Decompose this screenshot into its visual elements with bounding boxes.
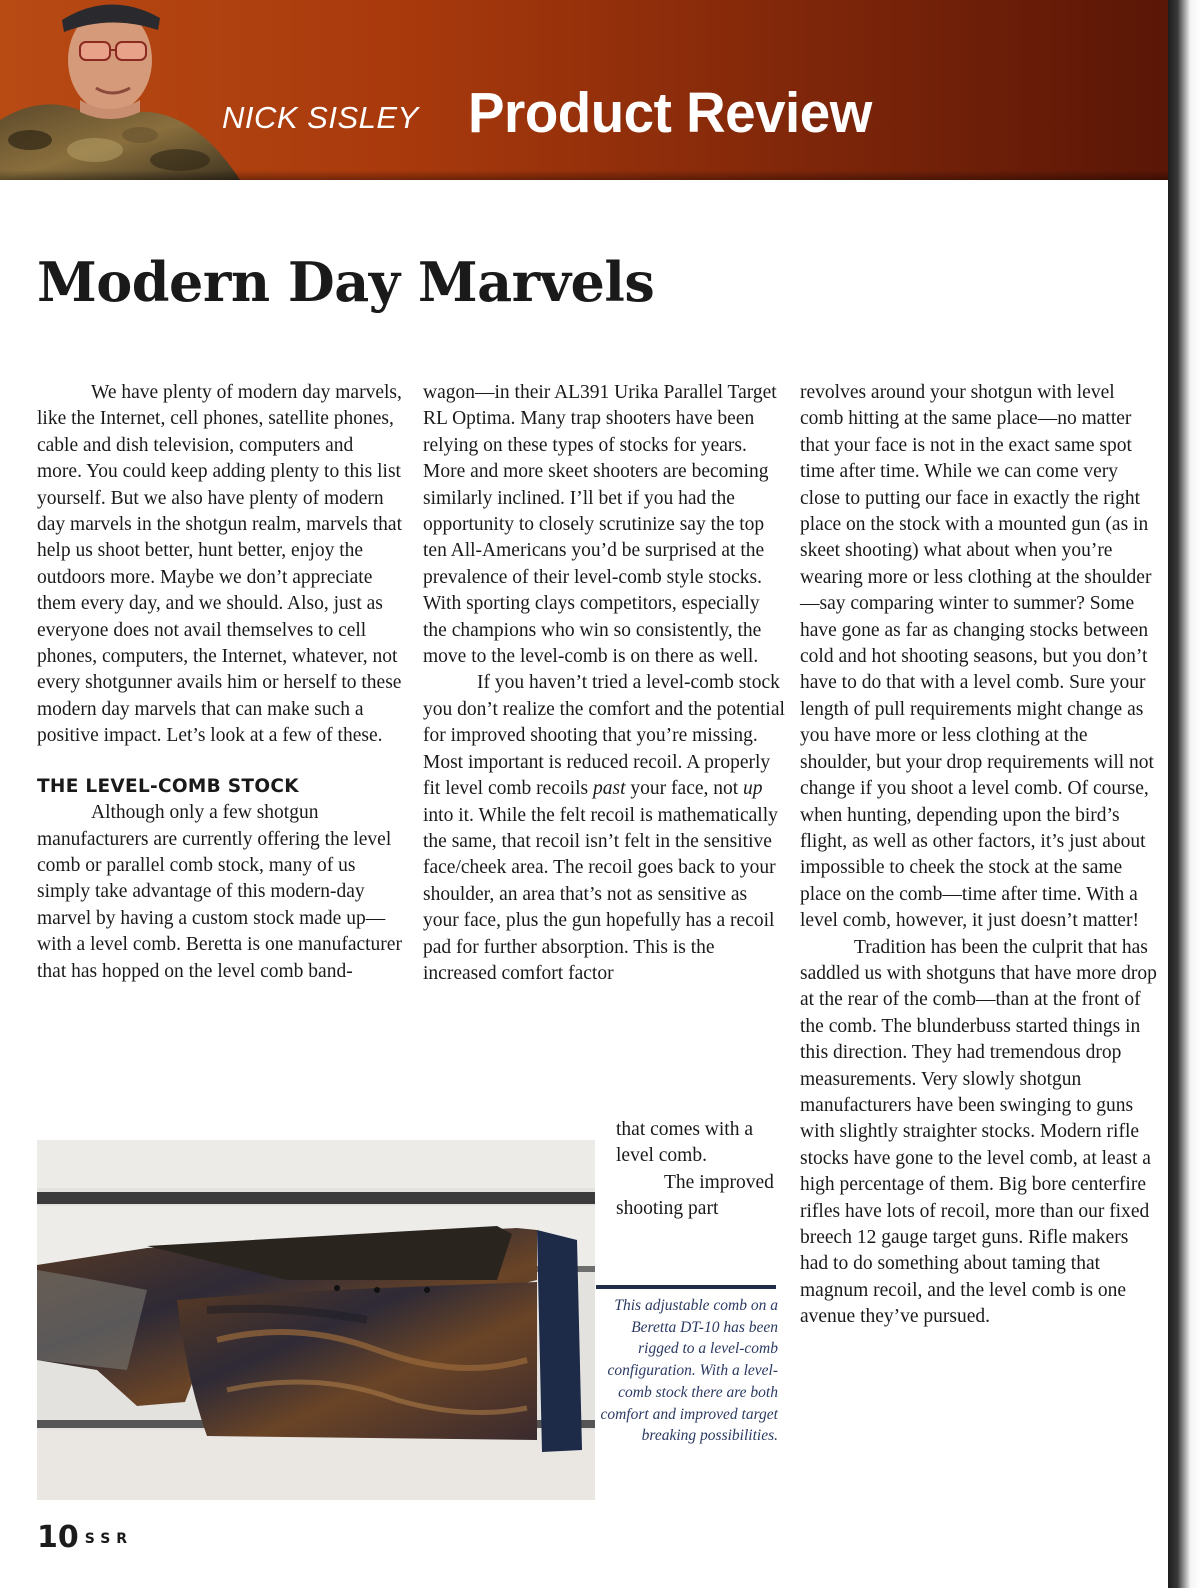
page-folio [37,1520,133,1555]
column-2 [423,380,785,987]
article-title: Modern Day Marvels [37,250,655,314]
column-2-continued [616,1117,786,1223]
subheading: THE LEVEL-COMB STOCK [37,775,299,797]
author-name: NICK SISLEY [222,100,419,135]
paragraph: The improved shooting part [616,1171,774,1220]
column-1 [37,380,403,985]
author-portrait [0,0,240,180]
paragraph: If you haven’t tried a level-comb stock you don’t realize the comfort and the potential for improved shooting that you’re missing. Most important is reduced recoil. A properly fit level comb recoils past your face, not up into it. While the felt recoil is mathematically the same, that recoil isn’t felt in the sensitive face/cheek area. The recoil goes back to your shoulder, an area that’s not as sensitive as your face, plus the gun hopefully has a recoil pad for further absorption. This is the increased comfort factor [423,672,785,984]
paragraph: revolves around your shotgun with level comb hitting at the same place—no matter that your face is not in the exact same spot time after time. While we can come very close to putting our face in exactly the right place on the stock with a mounted gun (as in skeet shooting) what about when you’re wearing more or less clothing at the shoulder—say comparing winter to summer? Some have gone as far as changing stocks between cold and hot shooting seasons, but you don’t have to do that with a level comb. Sure your length of pull requirements might change as you have more or less clothing at the shoulder, but your drop requirements will not change if you shoot a level comb. Of course, when hunting, depending upon the bird’s flight, as well as other factors, it’s just about impossible to cheek the stock at the same place on the comb—time after time. With a level comb, however, it just doesn’t matter! [800,382,1154,932]
photo-caption: This adjustable comb on a Beretta DT-10 has been rigged to a level-comb configuration. With a level-comb stock there are both comfort and improved target breaking possibilities. [600,1297,778,1445]
page-number: 10 [37,1520,79,1555]
column-3 [800,380,1160,1331]
paragraph: wagon—in their AL391 Urika Parallel Target RL Optima. Many trap shooters have been relying on these types of stocks for years. More and more skeet shooters are becoming similarly inclined. I’ll bet if you had the opportunity to closely scrutinize say the top ten All-Americans you’d be surprised at the prevalence of their level-comb style stocks. With sporting clays competitors, especially the champions who win so consistently, the move to the level-comb is on there as well. [423,382,777,668]
paragraph: that comes with a level comb. [616,1119,754,1167]
paragraph: We have plenty of modern day marvels, like the Internet, cell phones, satellite phones, cable and dish television, computers and more. You could keep adding plenty to this list yourself. But we also have plenty of modern day marvels in the shotgun realm, marvels that help us shoot better, hunt better, enjoy the outdoors more. Maybe we don’t appreciate them every day, and we should. Also, just as everyone does not avail themselves to cell phones, computers, the Internet, whatever, not every shotgunner avails him or herself to these modern day marvels that can make such a positive impact. Let’s look at a few of these. [37,382,402,747]
header-banner [0,0,1168,180]
gun-stock-photo [37,1140,595,1500]
paragraph: Tradition has been the culprit that has saddled us with shotguns that have more drop at the rear of the comb—than at the front of the comb. The blunderbuss started things in this direction. They had tremendous drop measurements. Very slowly shotgun manufacturers have been swinging to guns with slightly straighter stocks. Modern rifle stocks have gone to the level comb, at least a high percentage of them. Big bore centerfire rifles have lots of recoil, more than our fixed breech 12 gauge target guns. Rifle makers had to do something about taming that magnum recoil, and the level comb is one avenue they’ve pursued. [800,936,1157,1328]
page-edge-shadow [1168,0,1200,1588]
caption-rule [596,1285,776,1289]
magazine-name: SSR [84,1531,134,1547]
paragraph: Although only a few shotgun manufacturers are currently offering the level comb or parallel comb stock, many of us simply take advantage of this modern-day marvel by having a custom stock made up—with a level comb. Beretta is one manufacturer that has hopped on the level comb band- [37,802,402,982]
section-title: Product Review [468,81,872,145]
